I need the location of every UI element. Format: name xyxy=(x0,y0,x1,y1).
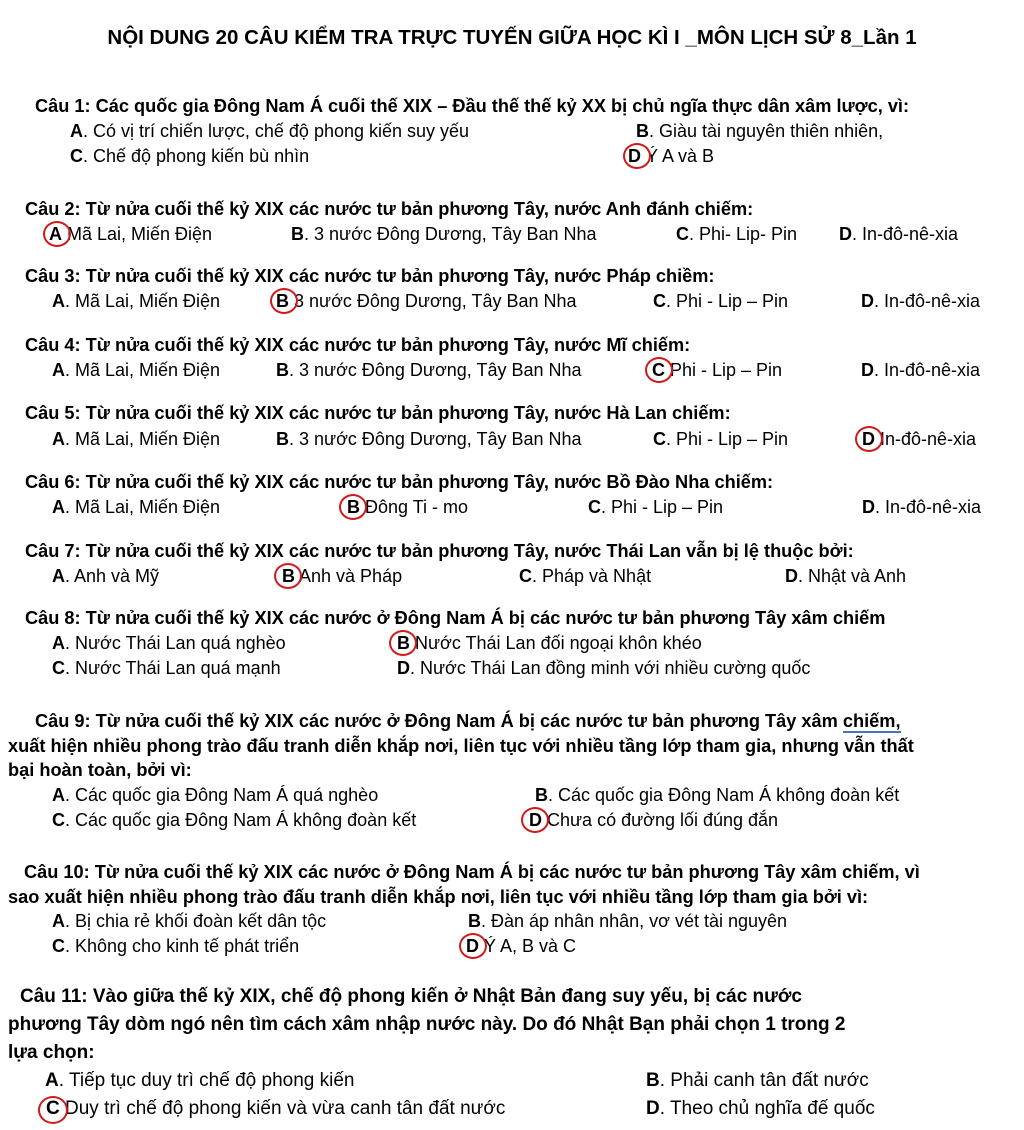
q1-option-a: A. Có vị trí chiến lược, chế độ phong kiến suy yếu xyxy=(70,121,470,141)
q11-answer-circle xyxy=(38,1096,68,1124)
question-3-text: Câu 3: Từ nửa cuối thế kỷ XIX các nước tư bản phương Tây, nước Pháp chiềm: xyxy=(25,266,715,286)
q9-option-b: B. Các quốc gia Đông Nam Á không đoàn kết xyxy=(535,785,900,805)
q6-option-a: A. Mã Lai, Miến Điện xyxy=(52,497,221,517)
q7-option-a: A. Anh và Mỹ xyxy=(52,566,160,586)
q2-answer-circle xyxy=(43,221,71,247)
q2-option-c: C. Phi- Lip- Pin xyxy=(676,224,798,244)
q4-answer-circle xyxy=(645,357,673,383)
question-11-text-line-2: phương Tây dòm ngó nên tìm cách xâm nhập nước này. Do đó Nhật Bạn phải chọn 1 trong 2 xyxy=(8,1014,846,1035)
q1-option-b: B. Giàu tài nguyên thiên nhiên, xyxy=(636,121,884,141)
question-7-text: Câu 7: Từ nửa cuối thế kỷ XIX các nước tư bản phương Tây, nước Thái Lan vẫn bị lệ thuộc bởi: xyxy=(25,541,854,561)
q3-answer-circle xyxy=(270,288,298,314)
q4-option-b: B. 3 nước Đông Dương, Tây Ban Nha xyxy=(276,360,582,380)
q7-option-b: B Anh và Pháp xyxy=(282,566,403,586)
q10-answer-circle xyxy=(459,933,487,959)
q10-option-a: A. Bị chia rẻ khối đoàn kết dân tộc xyxy=(52,911,327,931)
q5-option-d: D In-đô-nê-xia xyxy=(862,429,977,449)
question-6-text: Câu 6: Từ nửa cuối thế kỷ XIX các nước tư bản phương Tây, nước Bồ Đào Nha chiếm: xyxy=(25,472,774,492)
question-11-text-line-1: Câu 11: Vào giữa thế kỷ XIX, chế độ phong kiến ở Nhật Bản đang suy yếu, bị các nước xyxy=(20,986,802,1007)
q5-option-b: B. 3 nước Đông Dương, Tây Ban Nha xyxy=(276,429,582,449)
q8-option-b: B Nước Thái Lan đối ngoại khôn khéo xyxy=(397,633,702,653)
q2-option-b: B. 3 nước Đông Dương, Tây Ban Nha xyxy=(291,224,597,244)
q9-answer-circle xyxy=(521,807,549,833)
q9-option-a: A. Các quốc gia Đông Nam Á quá nghèo xyxy=(52,785,379,805)
question-9-text-line-2: xuất hiện nhiều phong trào đấu tranh diễn khắp nơi, liên tục với nhiều tầng lớp tham gia, nhưng vẫn thất xyxy=(8,736,914,756)
q4-option-d: D. In-đô-nê-xia xyxy=(861,360,981,380)
q9-option-d: D Chưa có đường lối đúng đắn xyxy=(529,810,779,830)
q8-option-c: C. Nước Thái Lan quá mạnh xyxy=(52,658,281,678)
question-1-text: Câu 1: Các quốc gia Đông Nam Á cuối thế XIX – Đầu thế thế kỷ XX bị chủ ngĩa thực dân xâm lược, vì: xyxy=(35,96,910,116)
q6-answer-circle xyxy=(339,494,367,520)
q7-option-d: D. Nhật và Anh xyxy=(785,566,907,586)
q11-option-d: D. Theo chủ nghĩa đế quốc xyxy=(646,1098,875,1119)
q3-option-d: D. In-đô-nê-xia xyxy=(861,291,981,311)
q2-option-d: D. In-đô-nê-xia xyxy=(839,224,959,244)
q1-answer-circle xyxy=(623,143,651,169)
q4-option-a: A. Mã Lai, Miến Điện xyxy=(52,360,221,380)
q3-option-c: C. Phi - Lip – Pin xyxy=(653,291,789,311)
q7-answer-circle xyxy=(274,563,302,589)
q5-option-c: C. Phi - Lip – Pin xyxy=(653,429,789,449)
q9-underlined-word: chiếm, xyxy=(842,711,901,731)
q2-option-a: A Mã Lai, Miến Điện xyxy=(49,224,213,244)
question-4-text: Câu 4: Từ nửa cuối thế kỷ XIX các nước tư bản phương Tây, nước Mĩ chiếm: xyxy=(25,335,691,355)
q3-option-b: B 3 nước Đông Dương, Tây Ban Nha xyxy=(276,291,577,311)
q6-option-c: C. Phi - Lip – Pin xyxy=(588,497,724,517)
q10-option-c: C. Không cho kinh tế phát triển xyxy=(52,936,300,956)
q10-option-b: B. Đàn áp nhân nhân, vơ vét tài nguyên xyxy=(468,911,788,931)
q3-option-a: A. Mã Lai, Miến Điện xyxy=(52,291,221,311)
question-8-text: Câu 8: Từ nửa cuối thế kỷ XIX các nước ở Đông Nam Á bị các nước tư bản phương Tây xâm chiếm xyxy=(25,608,886,628)
q5-option-a: A. Mã Lai, Miến Điện xyxy=(52,429,221,449)
q6-option-d: D. In-đô-nê-xia xyxy=(862,497,982,517)
q11-option-c: C Duy trì chế độ phong kiến và vừa canh tân đất nước xyxy=(46,1098,506,1119)
q6-option-b: B Đông Ti - mo xyxy=(347,497,469,517)
q1-option-d: D Ý A và B xyxy=(628,146,715,166)
page-title: NỘI DUNG 20 CÂU KIỂM TRA TRỰC TUYẾN GIỮA HỌC KÌ I _MÔN LỊCH SỬ 8_Lần 1 xyxy=(107,26,917,49)
question-9-text-line-1: Câu 9: Từ nửa cuối thế kỷ XIX các nước ở Đông Nam Á bị các nước tư bản phương Tây xâm chiếm, xyxy=(35,711,901,731)
question-5-text: Câu 5: Từ nửa cuối thế kỷ XIX các nước tư bản phương Tây, nước Hà Lan chiếm: xyxy=(25,403,731,423)
q7-option-c: C. Pháp và Nhật xyxy=(519,566,652,586)
q9-option-c: C. Các quốc gia Đông Nam Á không đoàn kết xyxy=(52,810,417,830)
question-10-text-line-2: sao xuất hiện nhiều phong trào đấu tranh diễn khắp nơi, liên tục với nhiều tầng lớp tham gia bởi vì: xyxy=(8,887,869,907)
q8-option-d: D. Nước Thái Lan đồng minh với nhiều cường quốc xyxy=(397,658,811,678)
question-10-text-line-1: Câu 10: Từ nửa cuối thế kỷ XIX các nước ở Đông Nam Á bị các nước tư bản phương Tây xâm chiếm, vì xyxy=(24,862,920,882)
q1-option-c: C. Chế độ phong kiến bù nhìn xyxy=(70,146,310,166)
q11-option-a: A. Tiếp tục duy trì chế độ phong kiến xyxy=(45,1070,355,1091)
question-11-text-line-3: lựa chọn: xyxy=(8,1042,95,1063)
question-2-text: Câu 2: Từ nửa cuối thế kỷ XIX các nước tư bản phương Tây, nước Anh đánh chiếm: xyxy=(25,199,754,219)
q5-answer-circle xyxy=(855,426,883,452)
q8-option-a: A. Nước Thái Lan quá nghèo xyxy=(52,633,286,653)
q4-option-c: C Phi - Lip – Pin xyxy=(652,360,783,380)
q11-option-b: B. Phải canh tân đất nước xyxy=(646,1070,869,1091)
q10-option-d: D Ý A, B và C xyxy=(466,936,577,956)
q8-answer-circle xyxy=(389,630,417,656)
question-9-text-line-3: bại hoàn toàn, bởi vì: xyxy=(8,760,192,780)
